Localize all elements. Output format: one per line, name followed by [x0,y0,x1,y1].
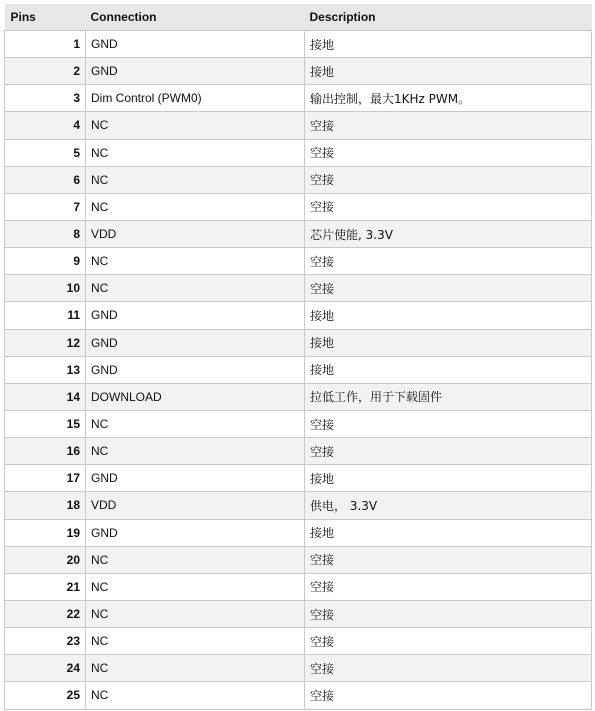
pin-description: 空接 [305,275,592,302]
pin-description: 接地 [305,58,592,85]
pin-connection: NC [86,546,305,573]
pin-table-body [5,31,592,710]
table-row [5,438,592,465]
pin-number: 24 [5,655,86,682]
pin-table [4,4,592,710]
pin-description: 接地 [305,31,592,58]
pin-description: 空接 [305,139,592,166]
pin-connection: NC [86,275,305,302]
pin-connection: NC [86,139,305,166]
pin-number: 14 [5,383,86,410]
pin-number: 10 [5,275,86,302]
pin-description: 空接 [305,628,592,655]
pin-connection: NC [86,112,305,139]
pin-number: 6 [5,166,86,193]
table-row [5,410,592,437]
table-row [5,31,592,58]
pin-description: 空接 [305,248,592,275]
table-row [5,655,592,682]
pin-description: 空接 [305,655,592,682]
pin-description: 空接 [305,112,592,139]
pin-number: 3 [5,85,86,112]
pin-number: 17 [5,465,86,492]
table-row [5,519,592,546]
pin-number: 18 [5,492,86,519]
table-row [5,682,592,709]
pin-connection: GND [86,31,305,58]
pin-number: 19 [5,519,86,546]
pin-connection: GND [86,465,305,492]
pin-number: 2 [5,58,86,85]
pin-description: 芯片使能, 3.3V [305,220,592,247]
pin-number: 7 [5,193,86,220]
table-row [5,220,592,247]
pin-description: 供电， 3.3V [305,492,592,519]
pin-number: 25 [5,682,86,709]
pin-description: 空接 [305,600,592,627]
pin-connection: NC [86,655,305,682]
pin-description: 接地 [305,519,592,546]
pin-description: 空接 [305,410,592,437]
pin-number: 12 [5,329,86,356]
pin-number: 15 [5,410,86,437]
pin-connection: NC [86,628,305,655]
header-pins: Pins [5,4,86,31]
table-row [5,166,592,193]
pin-number: 16 [5,438,86,465]
pin-connection: GND [86,519,305,546]
pin-number: 21 [5,573,86,600]
table-row [5,383,592,410]
pin-connection: NC [86,573,305,600]
table-row [5,492,592,519]
pin-connection: DOWNLOAD [86,383,305,410]
table-row [5,193,592,220]
table-row [5,85,592,112]
pin-number: 9 [5,248,86,275]
pin-connection: GND [86,302,305,329]
pin-description: 空接 [305,573,592,600]
pin-description: 拉低工作，用于下载固件 [305,383,592,410]
table-row [5,275,592,302]
pin-connection: Dim Control (PWM0) [86,85,305,112]
pin-connection: VDD [86,220,305,247]
pin-description: 空接 [305,193,592,220]
header-row [5,4,592,31]
pin-description: 空接 [305,682,592,709]
pin-number: 5 [5,139,86,166]
pin-description: 输出控制，最大1KHz PWM。 [305,85,592,112]
header-connection: Connection [86,4,305,31]
pin-description: 接地 [305,302,592,329]
pin-table-header [5,4,592,31]
table-row [5,600,592,627]
pin-description: 接地 [305,329,592,356]
pin-number: 13 [5,356,86,383]
pin-connection: NC [86,600,305,627]
pin-connection: NC [86,193,305,220]
table-row [5,58,592,85]
pin-description: 接地 [305,465,592,492]
table-row [5,465,592,492]
pin-connection: NC [86,438,305,465]
table-row [5,139,592,166]
pin-connection: GND [86,329,305,356]
table-row [5,302,592,329]
table-row [5,329,592,356]
header-description: Description [305,4,592,31]
pin-number: 8 [5,220,86,247]
pin-connection: NC [86,166,305,193]
pin-connection: NC [86,410,305,437]
table-row [5,112,592,139]
pin-description: 空接 [305,546,592,573]
table-row [5,573,592,600]
pin-description: 接地 [305,356,592,383]
pin-number: 20 [5,546,86,573]
table-row [5,248,592,275]
table-row [5,356,592,383]
pin-description: 空接 [305,438,592,465]
table-row [5,628,592,655]
pin-number: 11 [5,302,86,329]
pin-description: 空接 [305,166,592,193]
pin-connection: NC [86,248,305,275]
pin-number: 23 [5,628,86,655]
pin-connection: GND [86,58,305,85]
pin-connection: NC [86,682,305,709]
pin-number: 22 [5,600,86,627]
pin-connection: GND [86,356,305,383]
pin-number: 1 [5,31,86,58]
pin-connection: VDD [86,492,305,519]
table-row [5,546,592,573]
pin-number: 4 [5,112,86,139]
